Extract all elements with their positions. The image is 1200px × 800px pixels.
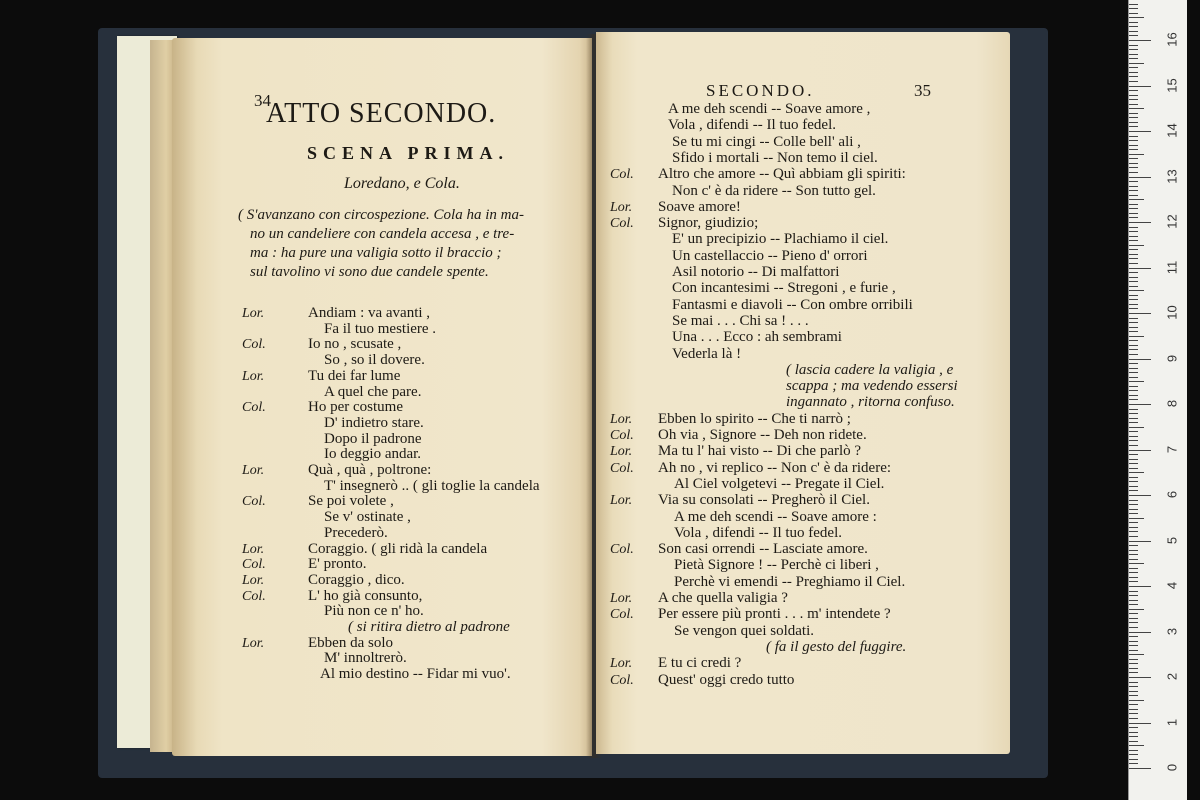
ruler-tick (1129, 750, 1138, 751)
ruler-tick (1129, 468, 1138, 469)
ruler-tick (1129, 122, 1138, 123)
running-head: SECONDO. (706, 81, 815, 100)
ruler-tick (1129, 290, 1144, 291)
dialogue-line: Più non ce n' ho. (324, 603, 424, 620)
ruler-number: 5 (1164, 536, 1180, 544)
ruler-tick (1129, 108, 1144, 109)
ruler-number: 2 (1164, 672, 1180, 681)
scene-characters: Loredano, e Cola. (344, 175, 460, 192)
ruler-tick (1129, 713, 1138, 714)
ruler-tick (1129, 45, 1138, 46)
left-page-number: 34 (254, 91, 271, 110)
speaker-label: Col. (610, 216, 634, 232)
dialogue-line: A quel che pare. (324, 383, 422, 400)
ruler-tick (1129, 581, 1138, 582)
ruler-tick (1129, 258, 1138, 259)
dialogue-line: Altro che amore -- Quì abbiam gli spiriti: (658, 166, 906, 183)
ruler-tick (1129, 181, 1138, 182)
dialogue-line: ( si ritira dietro al padrone (348, 619, 510, 635)
ruler-tick (1129, 759, 1138, 760)
ruler-tick (1129, 340, 1138, 341)
ruler-tick (1129, 54, 1138, 55)
dialogue-line: Soave amore! (658, 198, 741, 215)
ruler-tick (1129, 709, 1138, 710)
ruler-tick (1129, 586, 1151, 587)
dialogue-line: Pietà Signore ! -- Perchè ci liberi , (674, 557, 879, 574)
ruler-tick (1129, 177, 1151, 178)
ruler-tick (1129, 354, 1138, 355)
ruler-tick (1129, 672, 1138, 673)
ruler-tick (1129, 304, 1138, 305)
speaker-label: Lor. (610, 444, 633, 460)
ruler-tick (1129, 404, 1151, 405)
speaker-label: Col. (610, 672, 634, 688)
ruler-tick (1129, 58, 1138, 59)
ruler-number: 4 (1164, 581, 1180, 590)
ruler-tick (1129, 440, 1138, 441)
ruler-tick (1129, 167, 1138, 168)
ruler-tick (1129, 13, 1138, 14)
ruler-tick (1129, 336, 1144, 337)
ruler-tick (1129, 286, 1138, 287)
speaker-label: Lor. (242, 463, 265, 478)
ruler-tick (1129, 163, 1138, 164)
dialogue-line: Signor, giudizio; (658, 215, 759, 232)
ruler-number: 8 (1164, 399, 1180, 408)
ruler-tick (1129, 559, 1138, 560)
ruler-tick (1129, 318, 1138, 319)
right-page (596, 32, 1010, 754)
ruler-tick (1129, 650, 1138, 651)
ruler-tick (1129, 609, 1144, 610)
ruler-tick (1129, 308, 1138, 309)
ruler-tick (1129, 199, 1144, 200)
measuring-ruler (1128, 0, 1187, 800)
ruler-tick (1129, 704, 1138, 705)
ruler-tick (1129, 113, 1138, 114)
ruler-tick (1129, 522, 1138, 523)
speaker-label: Col. (242, 588, 266, 604)
ruler-tick (1129, 86, 1151, 87)
speaker-label: Col. (610, 428, 634, 443)
ruler-tick (1129, 595, 1138, 596)
ruler-number: 15 (1164, 77, 1180, 93)
dialogue-line: Se v' ostinate , (324, 509, 411, 526)
ruler-tick (1129, 641, 1138, 642)
ruler-tick (1129, 732, 1138, 733)
ruler-tick (1129, 536, 1138, 537)
ruler-tick (1129, 618, 1138, 619)
ruler-tick (1129, 413, 1138, 414)
ruler-tick (1129, 386, 1138, 387)
ruler-tick (1129, 8, 1138, 9)
ruler-tick (1129, 49, 1138, 50)
dialogue-line: Dopo il padrone (324, 430, 422, 447)
dialogue-line: Ho per costume (308, 399, 403, 416)
ruler-number: 11 (1164, 260, 1180, 274)
ruler-tick (1129, 90, 1138, 91)
ruler-tick (1129, 563, 1144, 564)
dialogue-line: Precederò. (324, 524, 388, 541)
ruler-number: 6 (1164, 490, 1180, 499)
ruler-tick (1129, 723, 1151, 724)
ruler-tick (1129, 577, 1138, 578)
speaker-label: Col. (242, 494, 266, 510)
ruler-tick (1129, 158, 1138, 159)
ruler-tick (1129, 541, 1151, 542)
ruler-tick (1129, 668, 1138, 669)
ruler-tick (1129, 186, 1138, 187)
dialogue-line: Se mai . . . Chi sa ! . . . (672, 312, 809, 329)
ruler-tick (1129, 313, 1151, 314)
dialogue-line: Vola , difendi -- Il tuo fedel. (668, 117, 837, 134)
dialogue-line: Ma tu l' hai visto -- Di che parlò ? (658, 443, 862, 460)
ruler-tick (1129, 395, 1138, 396)
ruler-tick (1129, 154, 1144, 155)
dialogue-line: ingannato , ritorna confuso. (786, 394, 955, 411)
ruler-tick (1129, 26, 1138, 27)
ruler-number: 14 (1164, 123, 1180, 138)
dialogue-line: Con incantesimi -- Stregoni , e furie , (672, 280, 896, 297)
ruler-tick (1129, 736, 1138, 737)
ruler-tick (1129, 677, 1151, 678)
ruler-tick (1129, 381, 1144, 382)
ruler-tick (1129, 741, 1138, 742)
ruler-tick (1129, 636, 1138, 637)
scene-title: SCENA PRIMA. (307, 143, 510, 163)
speaker-label: Lor. (610, 199, 633, 215)
ruler-tick (1129, 531, 1138, 532)
dialogue-line: Per essere più pronti . . . m' intendete ? (658, 606, 891, 623)
ruler-tick (1129, 518, 1144, 519)
ruler-tick (1129, 768, 1151, 769)
dialogue-line: Io no , scusate , (308, 336, 402, 353)
ruler-tick (1129, 627, 1138, 628)
ruler-tick (1129, 67, 1138, 68)
ruler-tick (1129, 477, 1138, 478)
ruler-tick (1129, 459, 1138, 460)
speaker-label: Lor. (610, 591, 633, 606)
ruler-tick (1129, 99, 1138, 100)
ruler-tick (1129, 327, 1138, 328)
ruler-tick (1129, 718, 1138, 719)
ruler-number: 3 (1164, 627, 1180, 635)
dialogue-line: Se tu mi cingi -- Colle bell' ali , (672, 133, 861, 150)
ruler-tick (1129, 500, 1138, 501)
ruler-tick (1129, 663, 1138, 664)
ruler-tick (1129, 131, 1151, 132)
ruler-tick (1129, 613, 1138, 614)
ruler-tick (1129, 195, 1138, 196)
ruler-tick (1129, 22, 1138, 23)
ruler-tick (1129, 126, 1138, 127)
ruler-tick (1129, 554, 1138, 555)
dialogue-line: Quà , quà , poltrone: (308, 462, 432, 478)
ruler-tick (1129, 190, 1138, 191)
ruler-tick (1129, 149, 1138, 150)
ruler-tick (1129, 222, 1151, 223)
left-page (172, 38, 592, 756)
ruler-tick (1129, 277, 1138, 278)
ruler-tick (1129, 208, 1138, 209)
ruler-tick (1129, 431, 1138, 432)
ruler-tick (1129, 427, 1144, 428)
ruler-tick (1129, 377, 1138, 378)
ruler-tick (1129, 572, 1138, 573)
speaker-label: Lor. (242, 635, 265, 651)
ruler-tick (1129, 35, 1138, 36)
ruler-tick (1129, 645, 1138, 646)
ruler-tick (1129, 654, 1144, 655)
ruler-tick (1129, 509, 1138, 510)
dialogue-line: Quest' oggi credo tutto (658, 671, 795, 688)
ruler-tick (1129, 295, 1138, 296)
ruler-tick (1129, 272, 1138, 273)
dialogue-line: Andiam : va avanti , (308, 305, 431, 321)
dialogue-line: Se poi volete , (308, 493, 394, 510)
ruler-tick (1129, 372, 1138, 373)
ruler-tick (1129, 236, 1138, 237)
ruler-tick (1129, 213, 1138, 214)
ruler-tick (1129, 399, 1138, 400)
ruler-tick (1129, 695, 1138, 696)
ruler-tick (1129, 63, 1144, 64)
stage-direction-line: sul tavolino vi sono due candele spente. (250, 264, 489, 280)
ruler-tick (1129, 622, 1138, 623)
speaker-label: Col. (610, 460, 634, 476)
ruler-number: 9 (1164, 354, 1180, 362)
dialogue-line: E tu ci credi ? (658, 655, 742, 672)
ruler-tick (1129, 40, 1151, 41)
dialogue-line: Ebben da solo (308, 634, 393, 651)
ruler-tick (1129, 117, 1138, 118)
dialogue-line: ( fa il gesto del fuggire. (766, 638, 907, 655)
dialogue-line: A me deh scendi -- Soave amore : (674, 508, 877, 525)
dialogue-line: Perchè vi emendi -- Preghiamo il Ciel. (674, 573, 906, 590)
dialogue-line: Io deggio andar. (324, 446, 422, 463)
ruler-tick (1129, 349, 1138, 350)
ruler-tick (1129, 172, 1138, 173)
dialogue-line: Coraggio. ( gli ridà la candela (308, 540, 488, 557)
ruler-tick (1129, 463, 1138, 464)
dialogue-line: Tu dei far lume (308, 367, 401, 384)
ruler-tick (1129, 281, 1138, 282)
ruler-tick (1129, 445, 1138, 446)
ruler-tick (1129, 700, 1144, 701)
dialogue-line: Una . . . Ecco : ah sembrami (672, 329, 842, 346)
ruler-number: 16 (1164, 32, 1180, 47)
dialogue-line: Al Ciel volgetevi -- Pregate il Ciel. (674, 475, 885, 492)
ruler-tick (1129, 249, 1138, 250)
ruler-tick (1129, 268, 1151, 269)
ruler-tick (1129, 486, 1138, 487)
dialogue-line: Al mio destino -- Fidar mi vuo'. (320, 666, 511, 683)
ruler-tick (1129, 727, 1138, 728)
ruler-tick (1129, 204, 1138, 205)
ruler-tick (1129, 495, 1151, 496)
ruler-tick (1129, 490, 1138, 491)
dialogue-line: Ah no , vi replico -- Non c' è da ridere: (658, 459, 892, 476)
ruler-tick (1129, 513, 1138, 514)
ruler-tick (1129, 31, 1138, 32)
ruler-tick (1129, 231, 1138, 232)
ruler-tick (1129, 450, 1151, 451)
dialogue-line: ( lascia cadere la valigia , e (786, 361, 954, 378)
ruler-tick (1129, 227, 1138, 228)
ruler-tick (1129, 359, 1151, 360)
speaker-label: Col. (610, 167, 634, 183)
dialogue-line: T' insegnerò .. ( gli toglie la candela (324, 477, 540, 494)
ruler-tick (1129, 245, 1144, 246)
ruler-tick (1129, 545, 1138, 546)
dialogue-line: Asil notorio -- Di malfattori (672, 264, 840, 280)
ruler-tick (1129, 331, 1138, 332)
ruler-tick (1129, 72, 1138, 73)
dialogue-line: Vederla là ! (672, 345, 742, 362)
dialogue-line: E' pronto. (308, 556, 367, 573)
right-page-number: 35 (914, 81, 931, 100)
dialogue-line: Via su consolati -- Pregherò il Ciel. (658, 492, 870, 509)
ruler-tick (1129, 363, 1138, 364)
ruler-tick (1129, 604, 1138, 605)
dialogue-line: L' ho già consunto, (308, 587, 423, 604)
dialogue-line: A me deh scendi -- Soave amore , (668, 101, 871, 117)
ruler-tick (1129, 322, 1138, 323)
speaker-label: Lor. (610, 656, 633, 672)
ruler-tick (1129, 682, 1138, 683)
ruler-tick (1129, 390, 1138, 391)
dialogue-line: D' indietro stare. (324, 414, 424, 431)
ruler-tick (1129, 454, 1138, 455)
ruler-tick (1129, 217, 1138, 218)
ruler-tick (1129, 472, 1144, 473)
ruler-number: 13 (1164, 168, 1180, 184)
dialogue-line: Non c' è da ridere -- Son tutto gel. (672, 182, 876, 199)
dialogue-line: Vola , difendi -- Il tuo fedel. (674, 524, 843, 541)
dialogue-line: Coraggio , dico. (308, 571, 405, 588)
ruler-tick (1129, 145, 1138, 146)
speaker-label: Lor. (610, 411, 633, 427)
ruler-tick (1129, 763, 1138, 764)
ruler-tick (1129, 691, 1138, 692)
ruler-tick (1129, 659, 1138, 660)
ruler-tick (1129, 4, 1138, 5)
ruler-tick (1129, 76, 1138, 77)
stage-direction-line: ( S'avanzano con circospezione. Cola ha in ma- (238, 207, 524, 223)
ruler-number: 7 (1164, 445, 1180, 453)
ruler-number: 12 (1164, 214, 1180, 229)
ruler-tick (1129, 81, 1138, 82)
stage-direction-line: ma : ha pure una valigia sotto il braccio ; (250, 245, 502, 261)
speaker-label: Lor. (242, 572, 265, 588)
speaker-label: Col. (242, 557, 266, 573)
dialogue-line: A che quella valigia ? (658, 590, 788, 606)
ruler-tick (1129, 568, 1138, 569)
ruler-number: 10 (1164, 305, 1180, 320)
ruler-tick (1129, 140, 1138, 141)
speaker-label: Lor. (242, 541, 265, 557)
dialogue-line: Son casi orrendi -- Lasciate amore. (658, 541, 868, 558)
ruler-tick (1129, 17, 1144, 18)
ruler-tick (1129, 299, 1138, 300)
ruler-tick (1129, 600, 1138, 601)
speaker-label: Col. (242, 400, 266, 416)
speaker-label: Lor. (242, 306, 265, 321)
ruler-number: 0 (1164, 763, 1180, 772)
ruler-tick (1129, 550, 1138, 551)
speaker-label: Lor. (242, 368, 265, 384)
ruler-tick (1129, 95, 1138, 96)
speaker-label: Col. (242, 337, 266, 353)
ruler-tick (1129, 504, 1138, 505)
ruler-tick (1129, 409, 1138, 410)
ruler-tick (1129, 527, 1138, 528)
dialogue-line: Oh via , Signore -- Deh non ridete. (658, 427, 867, 443)
ruler-tick (1129, 240, 1138, 241)
ruler-tick (1129, 436, 1138, 437)
ruler-tick (1129, 368, 1138, 369)
act-title: ATTO SECONDO. (266, 98, 497, 129)
ruler-number: 1 (1164, 718, 1180, 726)
dialogue-line: Fa il tuo mestiere . (324, 320, 437, 337)
ruler-tick (1129, 263, 1138, 264)
ruler-tick (1129, 104, 1138, 105)
ruler-tick (1129, 136, 1138, 137)
speaker-label: Col. (610, 607, 634, 623)
dialogue-line: scappa ; ma vedendo essersi (786, 378, 958, 395)
dialogue-line: Ebben lo spirito -- Che ti narrò ; (658, 410, 851, 427)
ruler-tick (1129, 745, 1144, 746)
ruler-tick (1129, 345, 1138, 346)
ruler-tick (1129, 254, 1138, 255)
ruler-tick (1129, 686, 1138, 687)
dialogue-line: E' un precipizio -- Plachiamo il ciel. (672, 231, 889, 248)
ruler-tick (1129, 591, 1138, 592)
ruler-tick (1129, 422, 1138, 423)
dialogue-line: M' innoltrerò. (324, 650, 407, 667)
dialogue-line: So , so il dovere. (324, 352, 425, 369)
dialogue-line: Fantasmi e diavoli -- Con ombre orribili (672, 296, 913, 313)
dialogue-line: Sfido i mortali -- Non temo il ciel. (672, 149, 878, 166)
stage-direction-line: no un candeliere con candela accesa , e tre- (250, 226, 515, 242)
ruler-tick (1129, 481, 1138, 482)
ruler-tick (1129, 418, 1138, 419)
speaker-label: Col. (610, 542, 634, 558)
ruler-tick (1129, 754, 1138, 755)
dialogue-line: Un castellaccio -- Pieno d' orrori (672, 247, 868, 264)
dialogue-line: Se vengon quei soldati. (674, 622, 814, 639)
speaker-label: Lor. (610, 493, 633, 509)
ruler-tick (1129, 632, 1151, 633)
